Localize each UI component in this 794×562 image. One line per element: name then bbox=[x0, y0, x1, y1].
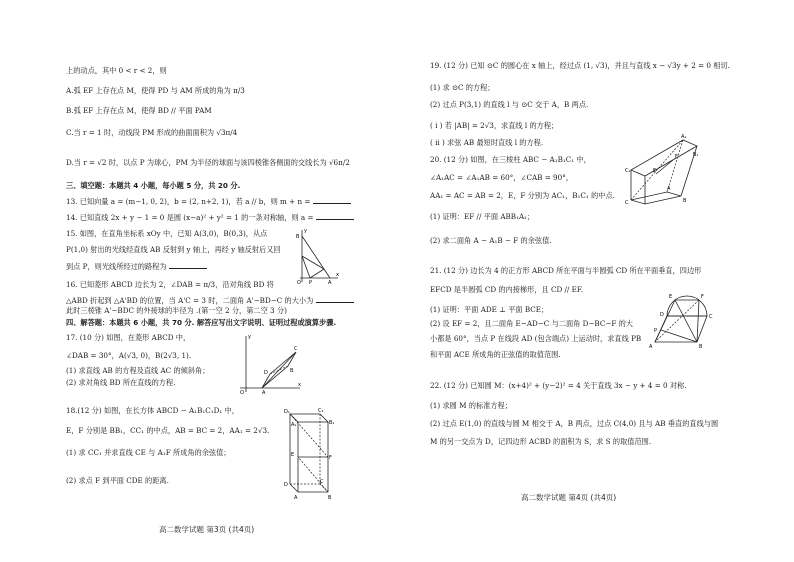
option-12d: D.当 r = √2 时，以点 P 为球心，PM 为半径的球面与该四棱锥各侧面的交线长为 √6π/2 bbox=[66, 158, 350, 167]
question-20-part-2: (2) 求二面角 A − A₁B − F 的余弦值. bbox=[430, 236, 552, 245]
fig20-label-B: B bbox=[683, 198, 687, 204]
fig18-label-C1: C₁ bbox=[318, 408, 324, 414]
fig21-label-F: F bbox=[701, 294, 704, 300]
question-16-line-2: △ABD 折起到 △A'BD 的位置，当 A'C = 3 时，二面角 A'−BD−C 的大小为 bbox=[66, 296, 354, 305]
question-21-line-2: EFCD 是半圆弧 CD 的内接梯形，且 CD // EF. bbox=[430, 285, 584, 294]
question-17-part-1: (1) 求直线 AB 的方程及直线 AC 的倾斜角； bbox=[66, 366, 210, 375]
fig20-label-A: A bbox=[667, 186, 671, 192]
question-21-part-2-end: 和平面 ACE 所成角的正弦值的取值范围. bbox=[430, 350, 561, 359]
fig17-label-x: x bbox=[298, 382, 301, 388]
fig20-label-F: F bbox=[675, 154, 678, 160]
question-21-part-2-cont: 小都是 60°，当点 P 在线段 AD (包含端点) 上运动时，求直线 PB bbox=[430, 334, 642, 343]
fig17-label-y: y bbox=[248, 334, 251, 340]
page-footer-3: 高二数学试题 第3页 (共4页) bbox=[159, 525, 255, 534]
question-22-part-1: (1) 求圆 M 的标准方程； bbox=[430, 401, 512, 410]
question-18-part-2: (2) 求点 F 到平面 CDE 的距离. bbox=[66, 476, 169, 485]
question-20-line-1: 20. (12 分) 如图，在三棱柱 ABC − A₁B₁C₁ 中， bbox=[430, 155, 591, 164]
fig21-label-P: P bbox=[654, 328, 658, 334]
page-4 bbox=[397, 0, 794, 562]
fig15-label-y: y bbox=[304, 228, 307, 234]
question-20-line-2: ∠A₁AC = ∠A₁AB = 60°，∠CAB = 90°， bbox=[430, 173, 573, 182]
fig17-label-A: A bbox=[262, 390, 266, 396]
question-15-line-3: 到点 P，则光线所经过的路程为 bbox=[66, 262, 207, 271]
question-22-line-1: 22. (12 分) 已知圆 M：(x+4)² + (y−2)² = 4 关于直线 3x − y + 4 = 0 对称. bbox=[430, 381, 687, 390]
question-18-line-1: 18.(12 分) 如图，在长方体 ABCD − A₁B₁C₁D₁ 中， bbox=[66, 406, 239, 415]
question-22-part-2: (2) 过点 E(1,0) 的直线与圆 M 相交于 A，B 两点，过点 C(4,0) 且与 AB 垂直的直线与圆 bbox=[430, 419, 719, 428]
question-16-line-1: 16. 已知菱形 ABCD 边长为 2，∠DAB = π/3，沿对角线 BD 将 bbox=[66, 280, 274, 289]
fig18-label-C: C bbox=[320, 479, 324, 485]
question-19-part-2-ii: ( ii ) 求弦 AB 最短时直线 l 的方程. bbox=[430, 138, 544, 147]
figure-21-diagram bbox=[645, 290, 719, 352]
fig20-label-C: C bbox=[625, 200, 629, 206]
section-heading-fill-in: 三、填空题：本题共 4 小题，每小题 5 分，共 20 分. bbox=[66, 181, 241, 190]
question-22-part-2-cont: M 的另一交点为 D，记四边形 ACBD 的面积为 S，求 S 的取值范围. bbox=[430, 437, 652, 446]
question-12-stem-end: 上的动点，其中 0 < r < 2，则 bbox=[66, 66, 167, 75]
figure-17-diagram bbox=[232, 332, 302, 394]
figure-18-diagram bbox=[282, 404, 334, 500]
option-12c: C.当 r = 1 时，动线段 PM 形成的曲面面积为 √3π/4 bbox=[66, 128, 238, 137]
fig15-label-A: A bbox=[328, 280, 332, 286]
fig18-label-D1: D₁ bbox=[284, 409, 290, 415]
question-15-line-1: 15. 如图，在直角坐标系 xOy 中，已知 A(3,0)，B(0,3)，从点 bbox=[66, 229, 268, 238]
fig20-label-B1: B₁ bbox=[693, 152, 699, 158]
question-17-line-1: 17. (10 分) 如图，在菱形 ABCD 中， bbox=[66, 333, 191, 342]
fig18-label-D: D bbox=[284, 482, 288, 488]
fig17-label-B: B bbox=[290, 368, 294, 374]
question-20-part-1: (1) 证明：EF // 平面 ABB₁A₁； bbox=[430, 212, 535, 221]
fig17-label-O: O bbox=[240, 390, 244, 396]
question-15-line-2: P(1,0) 射出的光线经直线 AB 反射到 y 轴上，再经 y 轴反射后又回 bbox=[66, 245, 281, 254]
fig20-label-A1: A₁ bbox=[681, 134, 687, 140]
fig18-label-E: E bbox=[291, 452, 295, 458]
question-19-part-2-i: ( i ) 若 |AB| = 2√3，求直线 l 的方程； bbox=[430, 121, 559, 130]
fig15-label-O: O bbox=[297, 280, 301, 286]
fig20-label-E: E bbox=[653, 168, 657, 174]
fig18-label-A1: A₁ bbox=[291, 422, 297, 428]
fig18-label-F: F bbox=[329, 455, 332, 461]
figure-20-diagram bbox=[623, 134, 701, 206]
fig21-label-B: B bbox=[699, 344, 703, 350]
fig21-label-D: D bbox=[660, 312, 664, 318]
fig17-label-C: C bbox=[294, 346, 298, 352]
question-19-part-2: (2) 过点 P(3,1) 的直线 l 与 ⊙C 交于 A，B 两点. bbox=[430, 100, 589, 109]
fig15-label-x: x bbox=[336, 272, 339, 278]
section-heading-answers: 四、解答题：本题共 6 小题，共 70 分. 解答应写出文字说明、证明过程或演算步骤. bbox=[66, 318, 337, 327]
question-18-line-2: E，F 分别是 BB₁，CC₁ 的中点，AB = BC = 2，AA₁ = 2√3. bbox=[66, 426, 270, 435]
question-14: 14. 已知直线 2x + y − 1 = 0 是圆 (x−a)² + y² = 1 的一条对称轴，则 a = bbox=[66, 213, 354, 222]
question-20-line-3: AA₁ = AC = AB = 2，E，F 分别为 AC₁，B₁C₁ 的中点. bbox=[430, 191, 615, 200]
fig21-label-C: C bbox=[709, 314, 713, 320]
figure-15-diagram bbox=[290, 226, 340, 284]
page-footer-4: 高二数学试题 第4页 (共4页) bbox=[521, 493, 617, 502]
fig18-label-A: A bbox=[294, 495, 298, 501]
question-13: 13. 已知向量 a = (m−1, 0, 2)，b = (2, n+2, 1)，若 a // b，则 m + n = bbox=[66, 197, 351, 206]
question-21-part-1: (1) 证明：平面 ADE ⊥ 平面 BCE； bbox=[430, 305, 549, 314]
fig21-label-E: E bbox=[669, 294, 673, 300]
option-12b: B.弧 EF 上存在点 M，使得 BD // 平面 PAM bbox=[66, 106, 212, 115]
fig21-label-A: A bbox=[649, 344, 653, 350]
question-18-part-1: (1) 求 CC₁ 并求直线 CE 与 A₁F 所成角的余弦值； bbox=[66, 448, 231, 457]
fig17-label-D: D bbox=[264, 370, 268, 376]
question-19-line-1: 19. (12 分) 已知 ⊙C 的圆心在 x 轴上，经过点 (1, √3)，并且与直线 x − √3y + 2 = 0 相切. bbox=[430, 61, 730, 70]
question-21-line-1: 21. (12 分) 边长为 4 的正方形 ABCD 所在平面与半圆弧 CD 所在平面垂直，四边形 bbox=[430, 266, 702, 275]
fig18-label-B1: B₁ bbox=[329, 420, 335, 426]
fig18-label-B: B bbox=[328, 495, 332, 501]
fig15-label-B: B bbox=[296, 234, 300, 240]
fig15-label-P: P bbox=[309, 280, 313, 286]
option-12a: A.弧 EF 上存在点 M，使得 PD 与 AM 所成的角为 π/3 bbox=[66, 86, 245, 95]
question-17-part-2: (2) 求对角线 BD 所在直线的方程. bbox=[66, 378, 176, 387]
fig20-label-C1: C₁ bbox=[625, 168, 631, 174]
question-16-line-3: 此时三棱锥 A'−BDC 的外接球的半径为 .(第一空 2 分，第二空 3 分) bbox=[66, 306, 287, 315]
question-17-line-2: ∠DAB = 30°，A(√3, 0)，B(2√3, 1). bbox=[66, 351, 192, 360]
question-21-part-2: (2) 设 EF = 2，且二面角 E−AD−C 与二面角 D−BC−F 的大 bbox=[430, 319, 633, 328]
question-19-part-1: (1) 求 ⊙C 的方程； bbox=[430, 83, 495, 92]
